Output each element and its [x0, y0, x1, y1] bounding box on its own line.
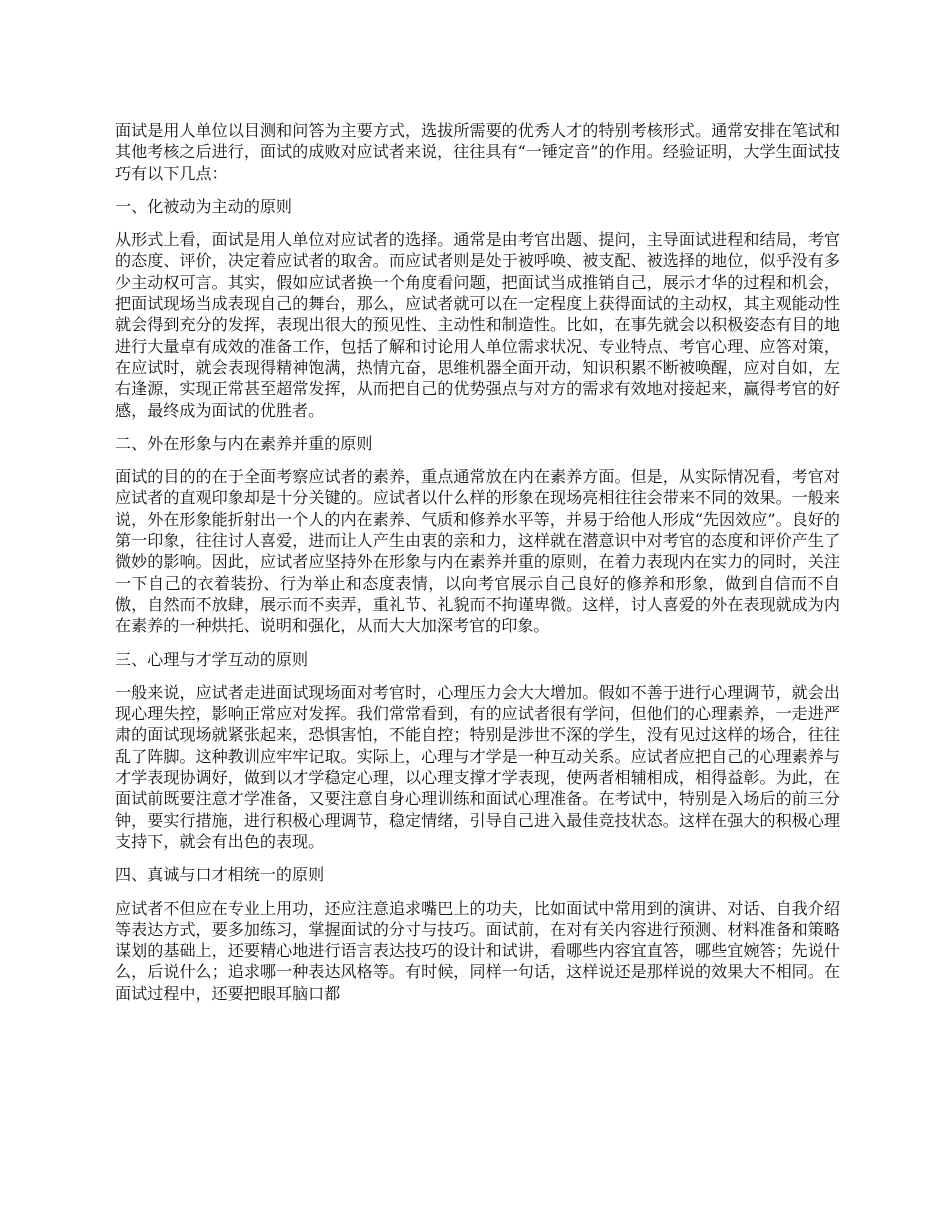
- section-4: [115, 864, 840, 1004]
- section-1: [115, 196, 840, 421]
- section-heading: 一、化被动为主动的原则: [115, 196, 293, 216]
- intro-paragraph: 面试是用人单位以目测和问答为主要方式，选拔所需要的优秀人才的特别考核形式。通常安排在笔试和其他考核之后进行，面试的成败对应试者来说，往往具有“一锤定音”的作用。经验证明，大学生面试技巧有以下几点：: [115, 121, 840, 183]
- section-paragraph: 一般来说，应试者走进面试现场面对考官时，心理压力会大大增加。假如不善于进行心理调节，就会出现心理失控，影响正常应对发挥。我们常常看到，有的应试者很有学问，但他们的心理素养，一走进严肃的面试现场就紧张起来，恐惧害怕，不能自控；特别是涉世不深的学生，没有见过这样的场合，往往乱了阵脚。这种教训应牢牢记取。实际上，心理与才学是一种互动关系。应试者应把自己的心理素养与才学表现协调好，做到以才学稳定心理，以心理支撑才学表现，使两者相辅相成，相得益彰。为此，在面试前既要注意才学准备，又要注意自身心理训练和面试心理准备。在考试中，特别是入场后的前三分钟，要实行措施，进行积极心理调节，稳定情绪，引导自己进入最佳竞技状态。这样在强大的积极心理支持下，就会有出色的表现。: [115, 682, 840, 851]
- section-2: [115, 433, 840, 637]
- section-3: [115, 649, 840, 853]
- section-heading: 二、外在形象与内在素养并重的原则: [115, 433, 373, 453]
- section-paragraph: 从形式上看，面试是用人单位对应试者的选择。通常是由考官出题、提问，主导面试进程和结局，考官的态度、评价，决定着应试者的取舍。而应试者则是处于被呼唤、被支配、被选择的地位，似乎没有多少主动权可言。其实，假如应试者换一个角度看问题，把面试当成推销自己，展示才华的过程和机会，把面试现场当成表现自己的舞台，那么，应试者就可以在一定程度上获得面试的主动权，其主观能动性就会得到充分的发挥，表现出很大的预见性、主动性和制造性。比如，在事先就会以积极姿态有目的地进行大量卓有成效的准备工作，包括了解和讨论用人单位需求状况、专业特点、考官心理、应答对策，在应试时，就会表现得精神饱满，热情亢奋，思维机器全面开动，知识积累不断被唤醒，应对自如，左右逢源，实现正常甚至超常发挥，从而把自己的优势强点与对方的需求有效地对接起来，赢得考官的好感，最终成为面试的优胜者。: [115, 230, 840, 420]
- section-heading: 三、心理与才学互动的原则: [115, 649, 309, 669]
- section-paragraph: 面试的目的的在于全面考察应试者的素养，重点通常放在内在素养方面。但是，从实际情况看，考官对应试者的直观印象却是十分关键的。应试者以什么样的形象在现场亮相往往会带来不同的效果。一般来说，外在形象能折射出一个人的内在素养、气质和修养水平等，并易于给他人形成“先因效应”。良好的第一印象，往往讨人喜爱，进而让人产生由衷的亲和力，这样就在潜意识中对考官的态度和评价产生了微妙的影响。因此，应试者应坚持外在形象与内在素养并重的原则，在着力表现内在实力的同时，关注一下自己的衣着装扮、行为举止和态度表情，以向考官展示自己良好的修养和形象，做到自信而不自傲，自然而不放肆，展示而不卖弄，重礼节、礼貌而不拘谨卑微。这样，讨人喜爱的外在表现就成为内在素养的一种烘托、说明和强化，从而大大加深考官的印象。: [115, 467, 840, 636]
- section-paragraph: 应试者不但应在专业上用功，还应注意追求嘴巴上的功夫，比如面试中常用到的演讲、对话、自我介绍等表达方式，要多加练习，掌握面试的分寸与技巧。面试前，在对有关内容进行预测、材料准备和策略谋划的基础上，还要精心地进行语言表达技巧的设计和试讲，看哪些内容宜直答，哪些宜婉答；先说什么，后说什么；追求哪一种表达风格等。有时候，同样一句话，这样说还是那样说的效果大不相同。在面试过程中，还要把眼耳脑口都: [115, 898, 840, 1003]
- section-heading: 四、真诚与口才相统一的原则: [115, 865, 325, 885]
- document-page: [115, 120, 840, 1016]
